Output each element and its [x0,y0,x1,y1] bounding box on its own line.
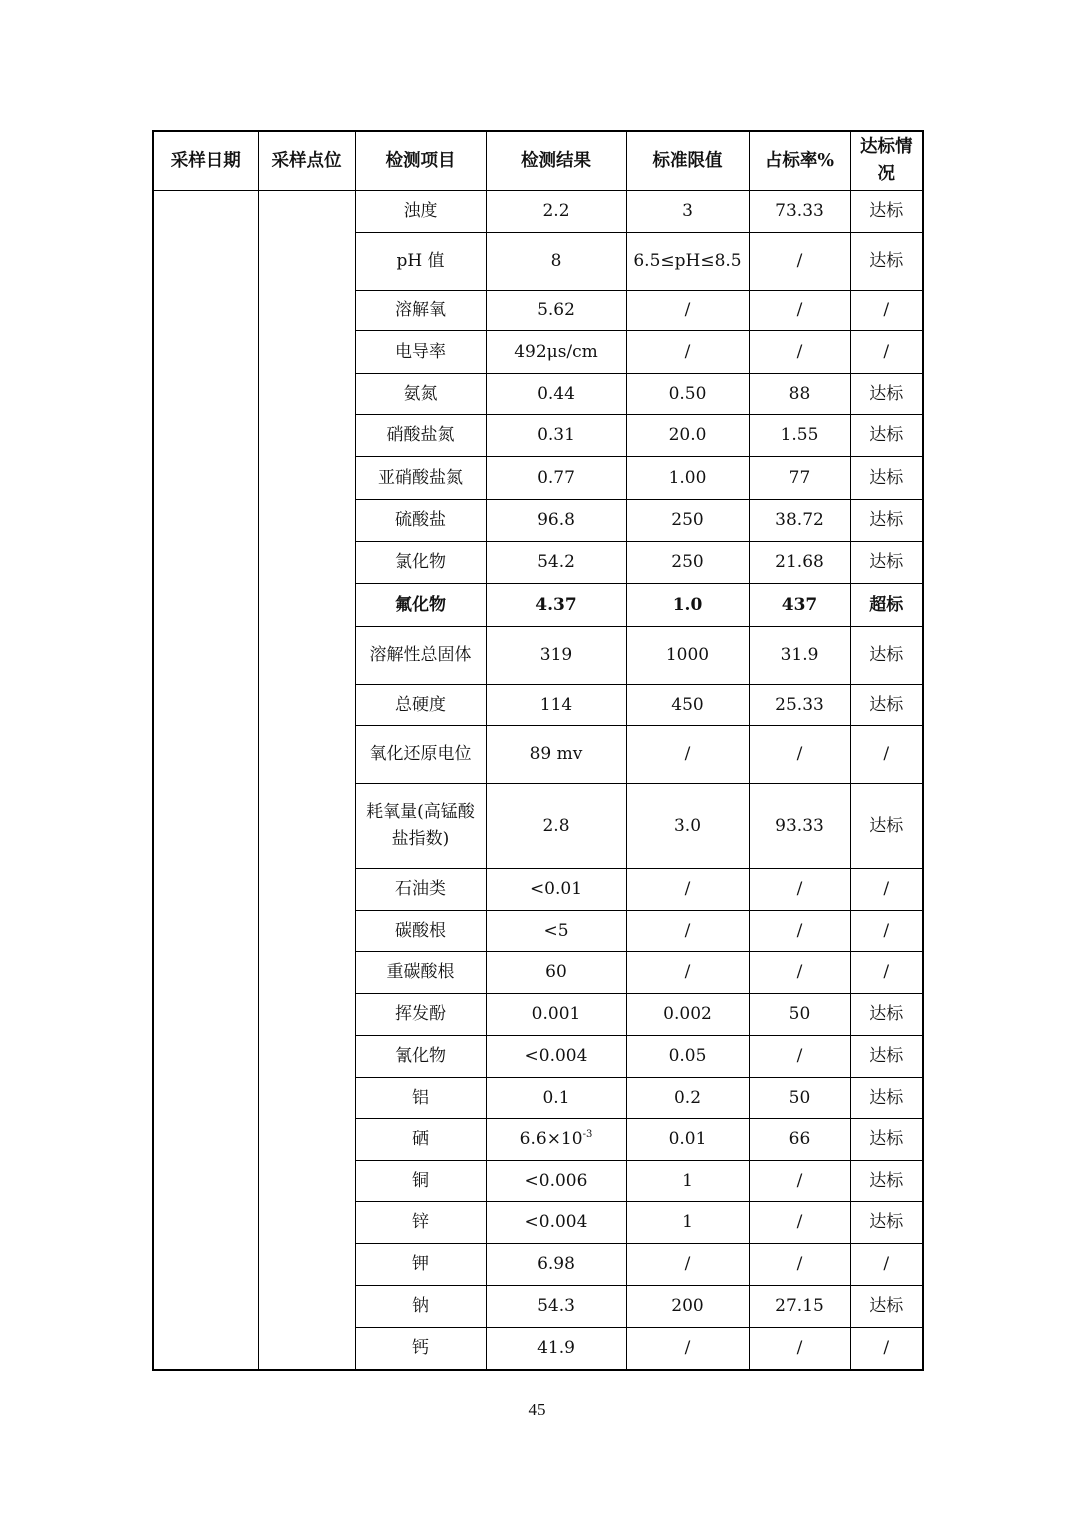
status-cell [850,952,923,994]
status-cell [850,1078,923,1119]
item-cell [355,542,486,584]
item-cell-text: 钾 [412,1254,429,1274]
limit-cell-text: / [684,962,691,982]
result-cell [486,1119,626,1161]
ratio-cell-text: / [796,1046,803,1066]
ratio-cell-text: / [796,341,803,362]
ratio-cell-text: 25.33 [775,694,824,715]
table-row [153,191,923,233]
ratio-cell-text: 38.72 [775,510,824,530]
item-cell [355,233,486,291]
item-cell-text: pH 值 [396,251,445,271]
item-cell-text: 碳酸根 [395,920,446,941]
limit-cell [626,1119,749,1161]
limit-cell [626,784,749,869]
result-cell-text: 2.8 [542,815,570,836]
item-cell-text: 氧化还原电位 [369,744,472,764]
item-cell-text: 总硬度 [395,694,446,715]
header-status: 达标情况 [850,131,923,191]
item-cell-text: 硝酸盐氮 [386,425,455,445]
ratio-cell [749,784,850,869]
item-cell [355,191,486,233]
result-cell [486,627,626,685]
status-cell [850,415,923,457]
status-cell-text: 达标 [869,1046,904,1066]
limit-cell [626,191,749,233]
item-cell [355,1161,486,1202]
status-cell [850,994,923,1036]
result-cell [486,1328,626,1370]
limit-cell-text: 0.50 [668,383,707,404]
item-cell-text: 亚硝酸盐氮 [378,467,463,488]
result-cell [486,1244,626,1286]
limit-cell-text: 1000 [665,645,710,665]
result-cell [486,374,626,415]
limit-cell-text: / [684,341,691,362]
ratio-cell-text: 437 [781,594,818,615]
status-cell [850,457,923,500]
result-cell-text: <0.004 [524,1212,588,1232]
result-cell [486,1036,626,1078]
status-cell [850,191,923,233]
limit-cell [626,1286,749,1328]
result-cell-text: 0.001 [531,1004,581,1024]
status-cell-text: 达标 [869,467,904,488]
ratio-cell [749,233,850,291]
status-cell-text: 达标 [869,1129,904,1149]
item-cell-text: 铜 [412,1170,429,1191]
table-header [153,131,923,191]
limit-cell-text: / [684,300,691,320]
limit-cell [626,1202,749,1244]
result-cell [486,1161,626,1202]
status-cell-text: 达标 [869,694,904,715]
ratio-cell [749,869,850,911]
item-cell-text: 氰化物 [395,1046,446,1066]
result-cell [486,1078,626,1119]
status-cell [850,1161,923,1202]
limit-cell-text: 20.0 [668,425,707,445]
ratio-cell-text: 27.15 [775,1296,824,1316]
item-cell-text: 硫酸盐 [395,510,446,530]
limit-cell [626,952,749,994]
item-cell [355,331,486,374]
item-cell [355,685,486,726]
status-cell-text: 达标 [869,251,904,271]
result-cell [486,869,626,911]
header-standard-limit: 标准限值 [626,131,749,191]
page-number: 45 [528,1400,546,1419]
header-test-item: 检测项目 [355,131,486,191]
ratio-cell [749,1161,850,1202]
result-cell-text: <0.006 [524,1170,588,1191]
item-cell [355,726,486,784]
item-cell [355,291,486,331]
water-quality-table [152,130,924,1371]
status-cell-text: 达标 [869,510,904,530]
item-cell-text: 铝 [412,1087,429,1108]
limit-cell-text: 0.01 [668,1129,707,1149]
ratio-cell [749,1286,850,1328]
item-cell-text: 氨氮 [403,383,438,404]
status-cell [850,374,923,415]
status-cell-text: 达标 [869,815,904,836]
item-cell [355,911,486,952]
limit-cell-text: / [684,1337,691,1358]
ratio-cell-text: / [796,1254,803,1274]
item-cell-text: 耗氧量(高锰酸盐指数) [366,802,475,849]
ratio-cell [749,331,850,374]
ratio-cell [749,374,850,415]
result-cell [486,233,626,291]
limit-cell [626,291,749,331]
header-sampling-date: 采样日期 [153,131,258,191]
result-cell-text: 41.9 [537,1337,575,1358]
status-cell [850,500,923,542]
ratio-cell-text: 1.55 [780,425,819,445]
result-cell-text: 60 [545,962,567,982]
item-cell-text: 钙 [412,1337,429,1358]
limit-cell-text: 200 [671,1296,704,1316]
status-cell-text: 达标 [869,552,904,572]
item-cell [355,584,486,627]
item-cell-text: 硒 [412,1129,429,1149]
ratio-cell-text: / [796,1337,803,1358]
item-cell [355,1286,486,1328]
status-cell-text: / [883,341,890,362]
result-cell-text: 0.77 [537,467,575,488]
status-cell [850,584,923,627]
limit-cell-text: 3.0 [673,815,702,836]
exponent: -3 [582,1129,593,1140]
status-cell-text: 达标 [869,1212,904,1232]
status-cell [850,869,923,911]
ratio-cell-text: / [796,744,803,764]
item-cell [355,500,486,542]
item-cell [355,1119,486,1161]
ratio-cell [749,994,850,1036]
limit-cell-text: 250 [671,552,704,572]
ratio-cell-text: / [796,920,803,941]
status-cell-text: 达标 [869,425,904,445]
item-cell [355,415,486,457]
limit-cell [626,331,749,374]
table-body [153,191,923,1370]
item-cell-text: 溶解氧 [395,300,446,320]
limit-cell [626,627,749,685]
status-cell [850,1244,923,1286]
limit-cell-text: 1 [682,1212,693,1232]
header-sampling-point: 采样点位 [258,131,355,191]
result-cell [486,542,626,584]
limit-cell [626,726,749,784]
result-cell [486,291,626,331]
limit-cell [626,1078,749,1119]
status-cell-text: 达标 [869,383,904,404]
result-cell [486,191,626,233]
result-cell-text: 4.37 [535,594,577,615]
limit-cell [626,584,749,627]
status-cell-text: 达标 [869,1087,904,1108]
status-cell-text: 达标 [869,1296,904,1316]
limit-cell-text: 0.05 [668,1046,707,1066]
ratio-cell-text: 88 [788,383,811,404]
status-cell [850,784,923,869]
sampling-date-cell [153,191,258,1370]
status-cell [850,1119,923,1161]
status-cell [850,685,923,726]
status-cell-text: / [883,1337,890,1358]
status-cell-text: 达标 [869,1170,904,1191]
limit-cell-text: 1 [682,1170,693,1191]
result-cell-text: <0.004 [524,1046,588,1066]
limit-cell [626,233,749,291]
limit-cell-text: 0.002 [663,1004,712,1024]
status-cell-text: 达标 [869,201,904,221]
ratio-cell-text: / [796,1170,803,1191]
status-cell [850,542,923,584]
status-cell [850,1202,923,1244]
limit-cell [626,911,749,952]
status-cell-text: / [883,962,890,982]
status-cell [850,233,923,291]
result-cell [486,784,626,869]
item-cell-text: 氟化物 [395,594,446,615]
ratio-cell-text: / [796,879,803,899]
item-cell [355,869,486,911]
ratio-cell [749,291,850,331]
limit-cell-text: / [684,920,691,941]
limit-cell-text: 250 [671,510,704,530]
result-cell [486,952,626,994]
ratio-cell [749,415,850,457]
item-cell [355,1202,486,1244]
ratio-cell [749,1202,850,1244]
item-cell-text: 锌 [412,1212,429,1232]
limit-cell [626,685,749,726]
limit-cell-text: 6.5≤pH≤8.5 [633,251,742,271]
ratio-cell-text: / [796,962,803,982]
limit-cell-text: 3 [682,201,693,221]
ratio-cell-text: / [796,1212,803,1232]
result-cell [486,1202,626,1244]
result-cell-text: 0.1 [542,1087,570,1108]
limit-cell-text: 1.00 [668,467,707,488]
result-cell [486,911,626,952]
ratio-cell [749,911,850,952]
limit-cell [626,1161,749,1202]
item-cell-text: 重碳酸根 [386,962,455,982]
ratio-cell-text: 31.9 [780,645,819,665]
item-cell [355,784,486,869]
status-cell [850,911,923,952]
item-cell [355,1328,486,1370]
result-cell-text: 0.31 [537,425,575,445]
ratio-cell [749,542,850,584]
status-cell [850,726,923,784]
limit-cell [626,869,749,911]
result-cell-text: 492μs/cm [514,341,598,362]
limit-cell [626,1244,749,1286]
item-cell-text: 浊度 [403,201,438,221]
item-cell [355,952,486,994]
ratio-cell [749,1119,850,1161]
result-cell [486,685,626,726]
limit-cell [626,415,749,457]
result-cell [486,726,626,784]
status-cell-text: / [883,920,890,941]
header-test-result: 检测结果 [486,131,626,191]
item-cell-text: 石油类 [395,879,446,899]
limit-cell [626,994,749,1036]
ratio-cell-text: 50 [788,1004,811,1024]
limit-cell [626,1328,749,1370]
ratio-cell [749,1328,850,1370]
item-cell [355,1244,486,1286]
result-cell-text: 96.8 [537,510,575,530]
ratio-cell [749,457,850,500]
ratio-cell [749,1036,850,1078]
header-ratio: 占标率% [749,131,850,191]
result-cell-text: 54.2 [537,552,575,572]
ratio-cell-text: 50 [788,1087,811,1108]
result-cell-text: 8 [550,251,562,271]
item-cell [355,994,486,1036]
ratio-cell-text: 73.33 [775,201,824,221]
status-cell [850,1328,923,1370]
status-cell [850,291,923,331]
result-cell-text: <0.01 [529,879,583,899]
ratio-cell-text: 77 [788,467,811,488]
ratio-cell [749,584,850,627]
limit-cell-text: / [684,1254,691,1274]
item-cell-text: 挥发酚 [395,1004,446,1024]
ratio-cell-text: 66 [788,1129,811,1149]
limit-cell-text: 450 [671,694,704,715]
result-cell [486,500,626,542]
limit-cell [626,542,749,584]
limit-cell-text: 0.2 [673,1087,702,1108]
result-cell [486,331,626,374]
item-cell-text: 溶解性总固体 [369,645,472,665]
result-cell-text: 2.2 [542,201,570,221]
limit-cell [626,374,749,415]
ratio-cell [749,952,850,994]
ratio-cell-text: 21.68 [775,552,824,572]
result-cell-text: 0.44 [537,383,575,404]
status-cell-text: / [883,300,890,320]
result-cell-text: <5 [543,920,569,941]
item-cell [355,457,486,500]
ratio-cell-text: / [796,300,803,320]
item-cell [355,374,486,415]
status-cell-text: / [883,744,890,764]
result-cell-text: 6.98 [537,1254,575,1274]
limit-cell-text: / [684,744,691,764]
ratio-cell [749,627,850,685]
ratio-cell [749,191,850,233]
ratio-cell [749,1078,850,1119]
status-cell [850,331,923,374]
item-cell [355,1078,486,1119]
ratio-cell [749,1244,850,1286]
limit-cell [626,457,749,500]
item-cell-text: 氯化物 [395,552,446,572]
result-cell-text: 5.62 [537,300,575,320]
ratio-cell-text: / [796,251,803,271]
result-cell [486,994,626,1036]
result-cell-text: 319 [539,645,573,665]
item-cell-text: 钠 [412,1296,429,1316]
ratio-cell [749,685,850,726]
status-cell [850,1036,923,1078]
item-cell-text: 电导率 [395,341,446,362]
result-cell-text: 54.3 [537,1296,575,1316]
result-cell [486,584,626,627]
ratio-cell [749,726,850,784]
ratio-cell [749,500,850,542]
item-cell [355,627,486,685]
status-cell-text: / [883,879,890,899]
limit-cell [626,1036,749,1078]
limit-cell [626,500,749,542]
result-cell-text: 6.6×10 [519,1129,583,1149]
status-cell-text: 达标 [869,1004,904,1024]
status-cell-text: 达标 [869,645,904,665]
result-cell [486,1286,626,1328]
sampling-point-cell [258,191,355,1370]
status-cell-text: 超标 [869,594,904,615]
result-cell [486,415,626,457]
result-cell [486,457,626,500]
status-cell-text: / [883,1254,890,1274]
status-cell [850,627,923,685]
ratio-cell-text: 93.33 [775,815,824,836]
item-cell [355,1036,486,1078]
result-cell-text: 114 [539,694,573,715]
header-row [153,131,923,191]
limit-cell-text: / [684,879,691,899]
result-cell-text: 89 mv [529,744,583,764]
status-cell [850,1286,923,1328]
limit-cell-text: 1.0 [672,594,703,615]
